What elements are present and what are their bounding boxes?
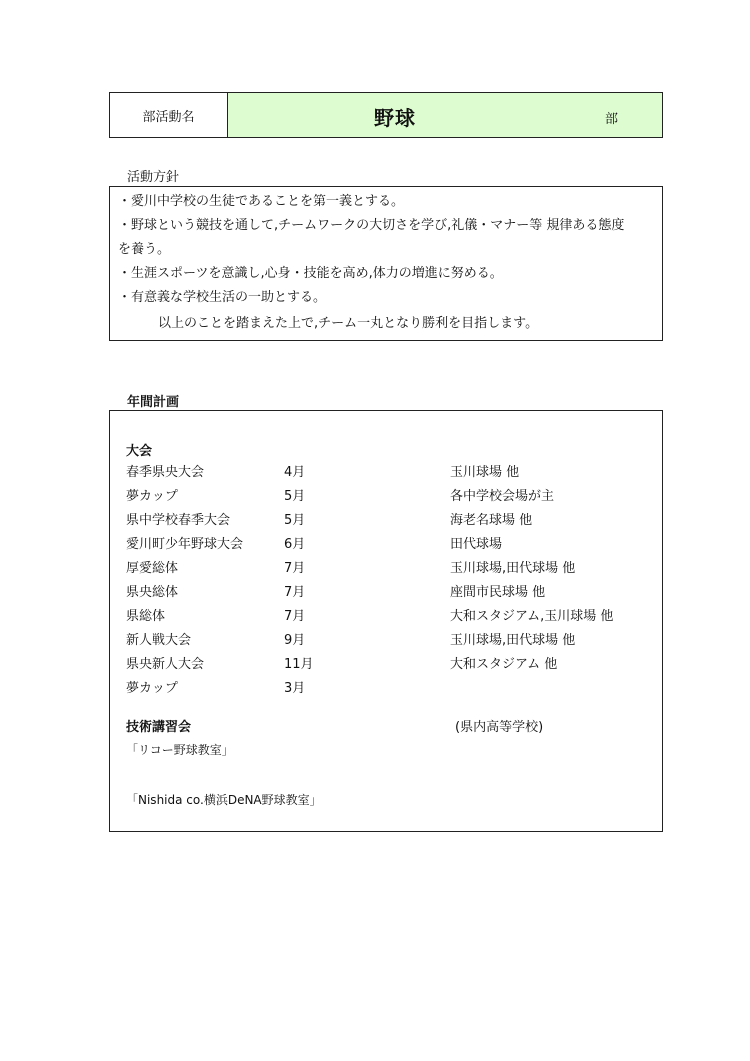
tournament-month: 9月 bbox=[284, 633, 306, 648]
tournament-month: 4月 bbox=[284, 465, 306, 480]
tournament-name: 県央総体 bbox=[126, 585, 179, 600]
tournament-month: 6月 bbox=[284, 537, 306, 552]
tournament-name: 厚愛総体 bbox=[126, 561, 179, 576]
policy-title: 活動方針 bbox=[127, 170, 180, 185]
clinic-item: 「Nishida co.横浜DeNA野球教室」 bbox=[126, 793, 322, 807]
tournament-name: 新人戦大会 bbox=[126, 633, 192, 648]
clinic-item: 「リコー野球教室」 bbox=[126, 743, 234, 757]
tournament-month: 7月 bbox=[284, 609, 306, 624]
tournament-name: 県総体 bbox=[126, 609, 166, 624]
tournament-name: 愛川町少年野球大会 bbox=[126, 537, 244, 552]
tournament-month: 7月 bbox=[284, 561, 306, 576]
policy-closing: 以上のことを踏まえた上で,チーム一丸となり勝利を目指します。 bbox=[158, 316, 539, 331]
tournament-venue: 各中学校会場が主 bbox=[450, 489, 555, 504]
tournament-venue: 玉川球場,田代球場 他 bbox=[450, 561, 576, 576]
annual-plan-box bbox=[109, 410, 663, 832]
tournament-name: 県央新人大会 bbox=[126, 657, 205, 672]
policy-line: を養う。 bbox=[118, 242, 171, 257]
tournament-month: 5月 bbox=[284, 513, 306, 528]
tournament-venue: 座間市民球場 他 bbox=[450, 585, 546, 600]
tournaments-title: 大会 bbox=[126, 444, 153, 459]
club-label: 部活動名 bbox=[142, 109, 195, 125]
policy-line: ・有意義な学校生活の一助とする。 bbox=[118, 290, 327, 305]
club-label-cell bbox=[110, 93, 228, 137]
clinic-title: 技術講習会 bbox=[126, 720, 192, 735]
tournament-name: 春季県央大会 bbox=[126, 465, 205, 480]
clinic-header bbox=[126, 716, 646, 735]
tournament-venue: 海老名球場 他 bbox=[450, 513, 533, 528]
tournament-venue: 玉川球場 他 bbox=[450, 465, 520, 480]
policy-line: ・愛川中学校の生徒であることを第一義とする。 bbox=[118, 194, 405, 209]
tournament-venue: 大和スタジアム,玉川球場 他 bbox=[450, 609, 614, 624]
clinic-note: (県内高等学校) bbox=[455, 720, 544, 735]
tournament-name: 夢カップ bbox=[126, 681, 178, 696]
tournament-month: 3月 bbox=[284, 681, 306, 696]
club-name-cell bbox=[228, 93, 662, 137]
tournament-venue: 田代球場 bbox=[450, 537, 503, 552]
policy-line: ・野球という競技を通して,チームワークの大切さを学び,礼儀・マナー等 規律ある態度 bbox=[118, 218, 625, 233]
tournament-month: 5月 bbox=[284, 489, 306, 504]
tournament-venue: 玉川球場,田代球場 他 bbox=[450, 633, 576, 648]
tournament-name: 夢カップ bbox=[126, 489, 178, 504]
tournament-name: 県中学校春季大会 bbox=[126, 513, 231, 528]
club-suffix: 部 bbox=[604, 112, 618, 127]
club-name: 野球 bbox=[374, 106, 416, 130]
tournament-month: 7月 bbox=[284, 585, 306, 600]
club-name-header bbox=[109, 92, 663, 138]
tournament-month: 11月 bbox=[284, 657, 314, 672]
annual-plan-title: 年間計画 bbox=[127, 395, 180, 410]
tournament-venue: 大和スタジアム 他 bbox=[450, 657, 558, 672]
policy-box bbox=[109, 186, 663, 341]
policy-line: ・生涯スポーツを意識し,心身・技能を高め,体力の増進に努める。 bbox=[118, 266, 503, 281]
